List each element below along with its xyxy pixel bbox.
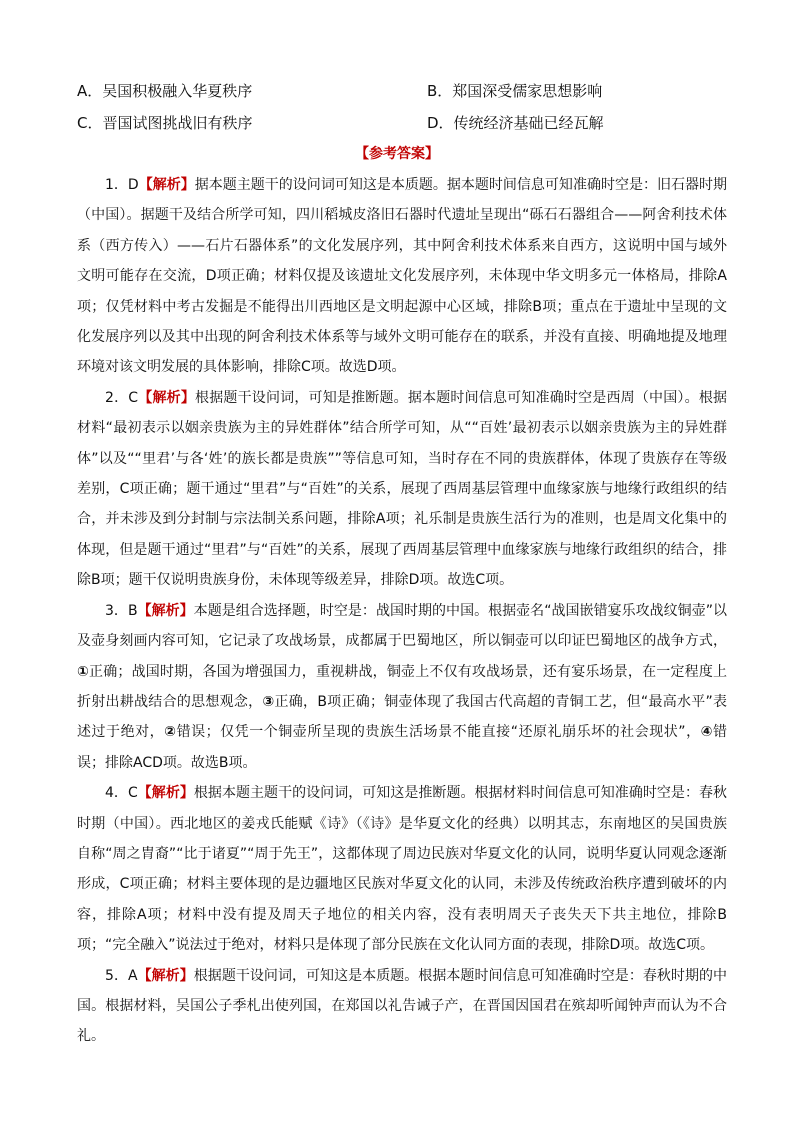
analysis-tag: 【解析】 bbox=[137, 785, 194, 802]
option-d: D．传统经济基础已经瓦解 bbox=[427, 114, 604, 132]
answer-number: 2．C bbox=[105, 389, 139, 406]
answer-text: 根据题干设问词，可知是推断题。据本题时间信息可知准确时空是西周（中国）。根据材料“最初表示以姻亲贵族为主的异姓群体”结合所学可知，从““百姓’最初表示以姻亲贵族为主的异姓群体”以及““里君’与各‘姓’的族长都是贵族””等信息可知，当时存在不同的贵族群体，体现了贵族存在等级差别，C项正确；题干通过“里君”与“百姓”的关系，展现了西周基层管理中血缘家族与地缘行政组织的结合，并未涉及到分封制与宗法制关系问题，排除A项；礼乐制是贵族生活行为的准则，也是周文化集中的体现，但是题干通过“里君”与“百姓”的关系，展现了西周基层管理中血缘家族与地缘行政组织的结合，排除B项；题干仅说明贵族身份，未体现等级差异，排除D项。故选C项。 bbox=[77, 389, 728, 589]
answer-text-part: 错误；仅凭一个铜壶所呈现的贵族生活场景不能直接“还原礼崩乐坏的社会现状”， bbox=[176, 724, 701, 741]
answer-item-5 bbox=[77, 961, 727, 1052]
answer-text-part: 正确，B项正确；铜壶体现了我国古代高超的青铜工艺，但“最高水平”表述过于绝对， bbox=[77, 693, 728, 741]
answer-number: 4．C bbox=[105, 785, 138, 802]
circled-number-2: ② bbox=[164, 724, 177, 741]
answer-number: 3．B bbox=[105, 602, 138, 619]
circled-number-3: ③ bbox=[262, 693, 275, 710]
analysis-tag: 【解析】 bbox=[137, 967, 194, 984]
option-b: B．郑国深受儒家思想影响 bbox=[427, 82, 603, 100]
answer-number: 5．A bbox=[105, 967, 138, 984]
circled-number-1: ① bbox=[77, 663, 90, 680]
answer-item-1 bbox=[77, 170, 727, 383]
answer-number: 1．D bbox=[105, 177, 139, 193]
answer-section-title: 【参考答案】 bbox=[355, 146, 439, 162]
answer-item-4 bbox=[77, 778, 727, 960]
analysis-tag: 【解析】 bbox=[138, 177, 195, 193]
option-a: A．吴国积极融入华夏秩序 bbox=[77, 82, 253, 100]
option-c: C．晋国试图挑战旧有秩序 bbox=[77, 114, 253, 132]
answer-text: 据本题主题干的设问词可知这是本质题。据本题时间信息可知准确时空是：旧石器时期（中国）。据题干及结合所学可知，四川稻城皮洛旧石器时代遗址呈现出“砾石石器组合——阿舍利技术体系（西方传入）——石片石器体系”的文化发展序列，其中阿舍利技术体系来自西方，这说明中国与域外文明可能存在交流，D项正确；材料仅提及该遗址文化发展序列，未体现中华文明多元一体格局，排除A项；仅凭材料中考古发掘是不能得出川西地区是文明起源中心区域，排除B项；重点在于遗址中呈现的文化发展序列以及其中出现的阿舍利技术体系等与域外文明可能存在的联系，并没有直接、明确地提及地理环境对该文明发展的具体影响，排除C项。故选D项。 bbox=[77, 177, 728, 376]
answer-list bbox=[77, 170, 727, 1052]
answer-text: 根据题干设问词，可知这是本质题。根据本题时间信息可知准确时空是：春秋时期的中国。根据材料，吴国公子季札出使列国，在郑国以礼告诫子产，在晋国因国君在殡却听闻钟声而认为不合礼。 bbox=[77, 967, 728, 1045]
answer-text: 根据本题主题干的设问词，可知这是推断题。根据材料时间信息可知准确时空是：春秋时期（中国）。西北地区的姜戎氏能赋《诗》（《诗》是华夏文化的经典）以明其志，东南地区的吴国贵族自称“周之胄裔”“比于诸夏”“周于先王”，这都体现了周边民族对华夏文化的认同，说明华夏认同观念逐渐形成，C项正确；材料主要体现的是边疆地区民族对华夏文化的认同，未涉及传统政治秩序遭到破坏的内容，排除A项；材料中没有提及周天子地位的相关内容，没有表明周天子丧失天下共主地位，排除B项；“完全融入”说法过于绝对，材料只是体现了部分民族在文化认同方面的表现，排除D项。故选C项。 bbox=[77, 785, 728, 954]
analysis-tag: 【解析】 bbox=[138, 389, 196, 406]
answer-text-part: 本题是组合选择题，时空是：战国时期的中国。根据壶名“战国嵌错宴乐攻战纹铜壶”以及壶身刻画内容可知，它记录了攻战场景，成都属于巴蜀地区，所以铜壶可以印证巴蜀地区的战争方式， bbox=[77, 602, 727, 650]
analysis-tag: 【解析】 bbox=[137, 602, 194, 619]
answer-item-2 bbox=[77, 383, 727, 596]
answer-item-3 bbox=[77, 596, 727, 778]
answer-text-part: 正确；战国时期，各国为增强国力，重视耕战，铜壶上不仅有攻战场景，还有宴乐场景，在一定程度上折射出耕战结合的思想观念， bbox=[77, 663, 728, 710]
circled-number-4: ④ bbox=[700, 724, 713, 741]
answer-text-part: 错误；排除ACD项。故选B项。 bbox=[77, 724, 727, 771]
